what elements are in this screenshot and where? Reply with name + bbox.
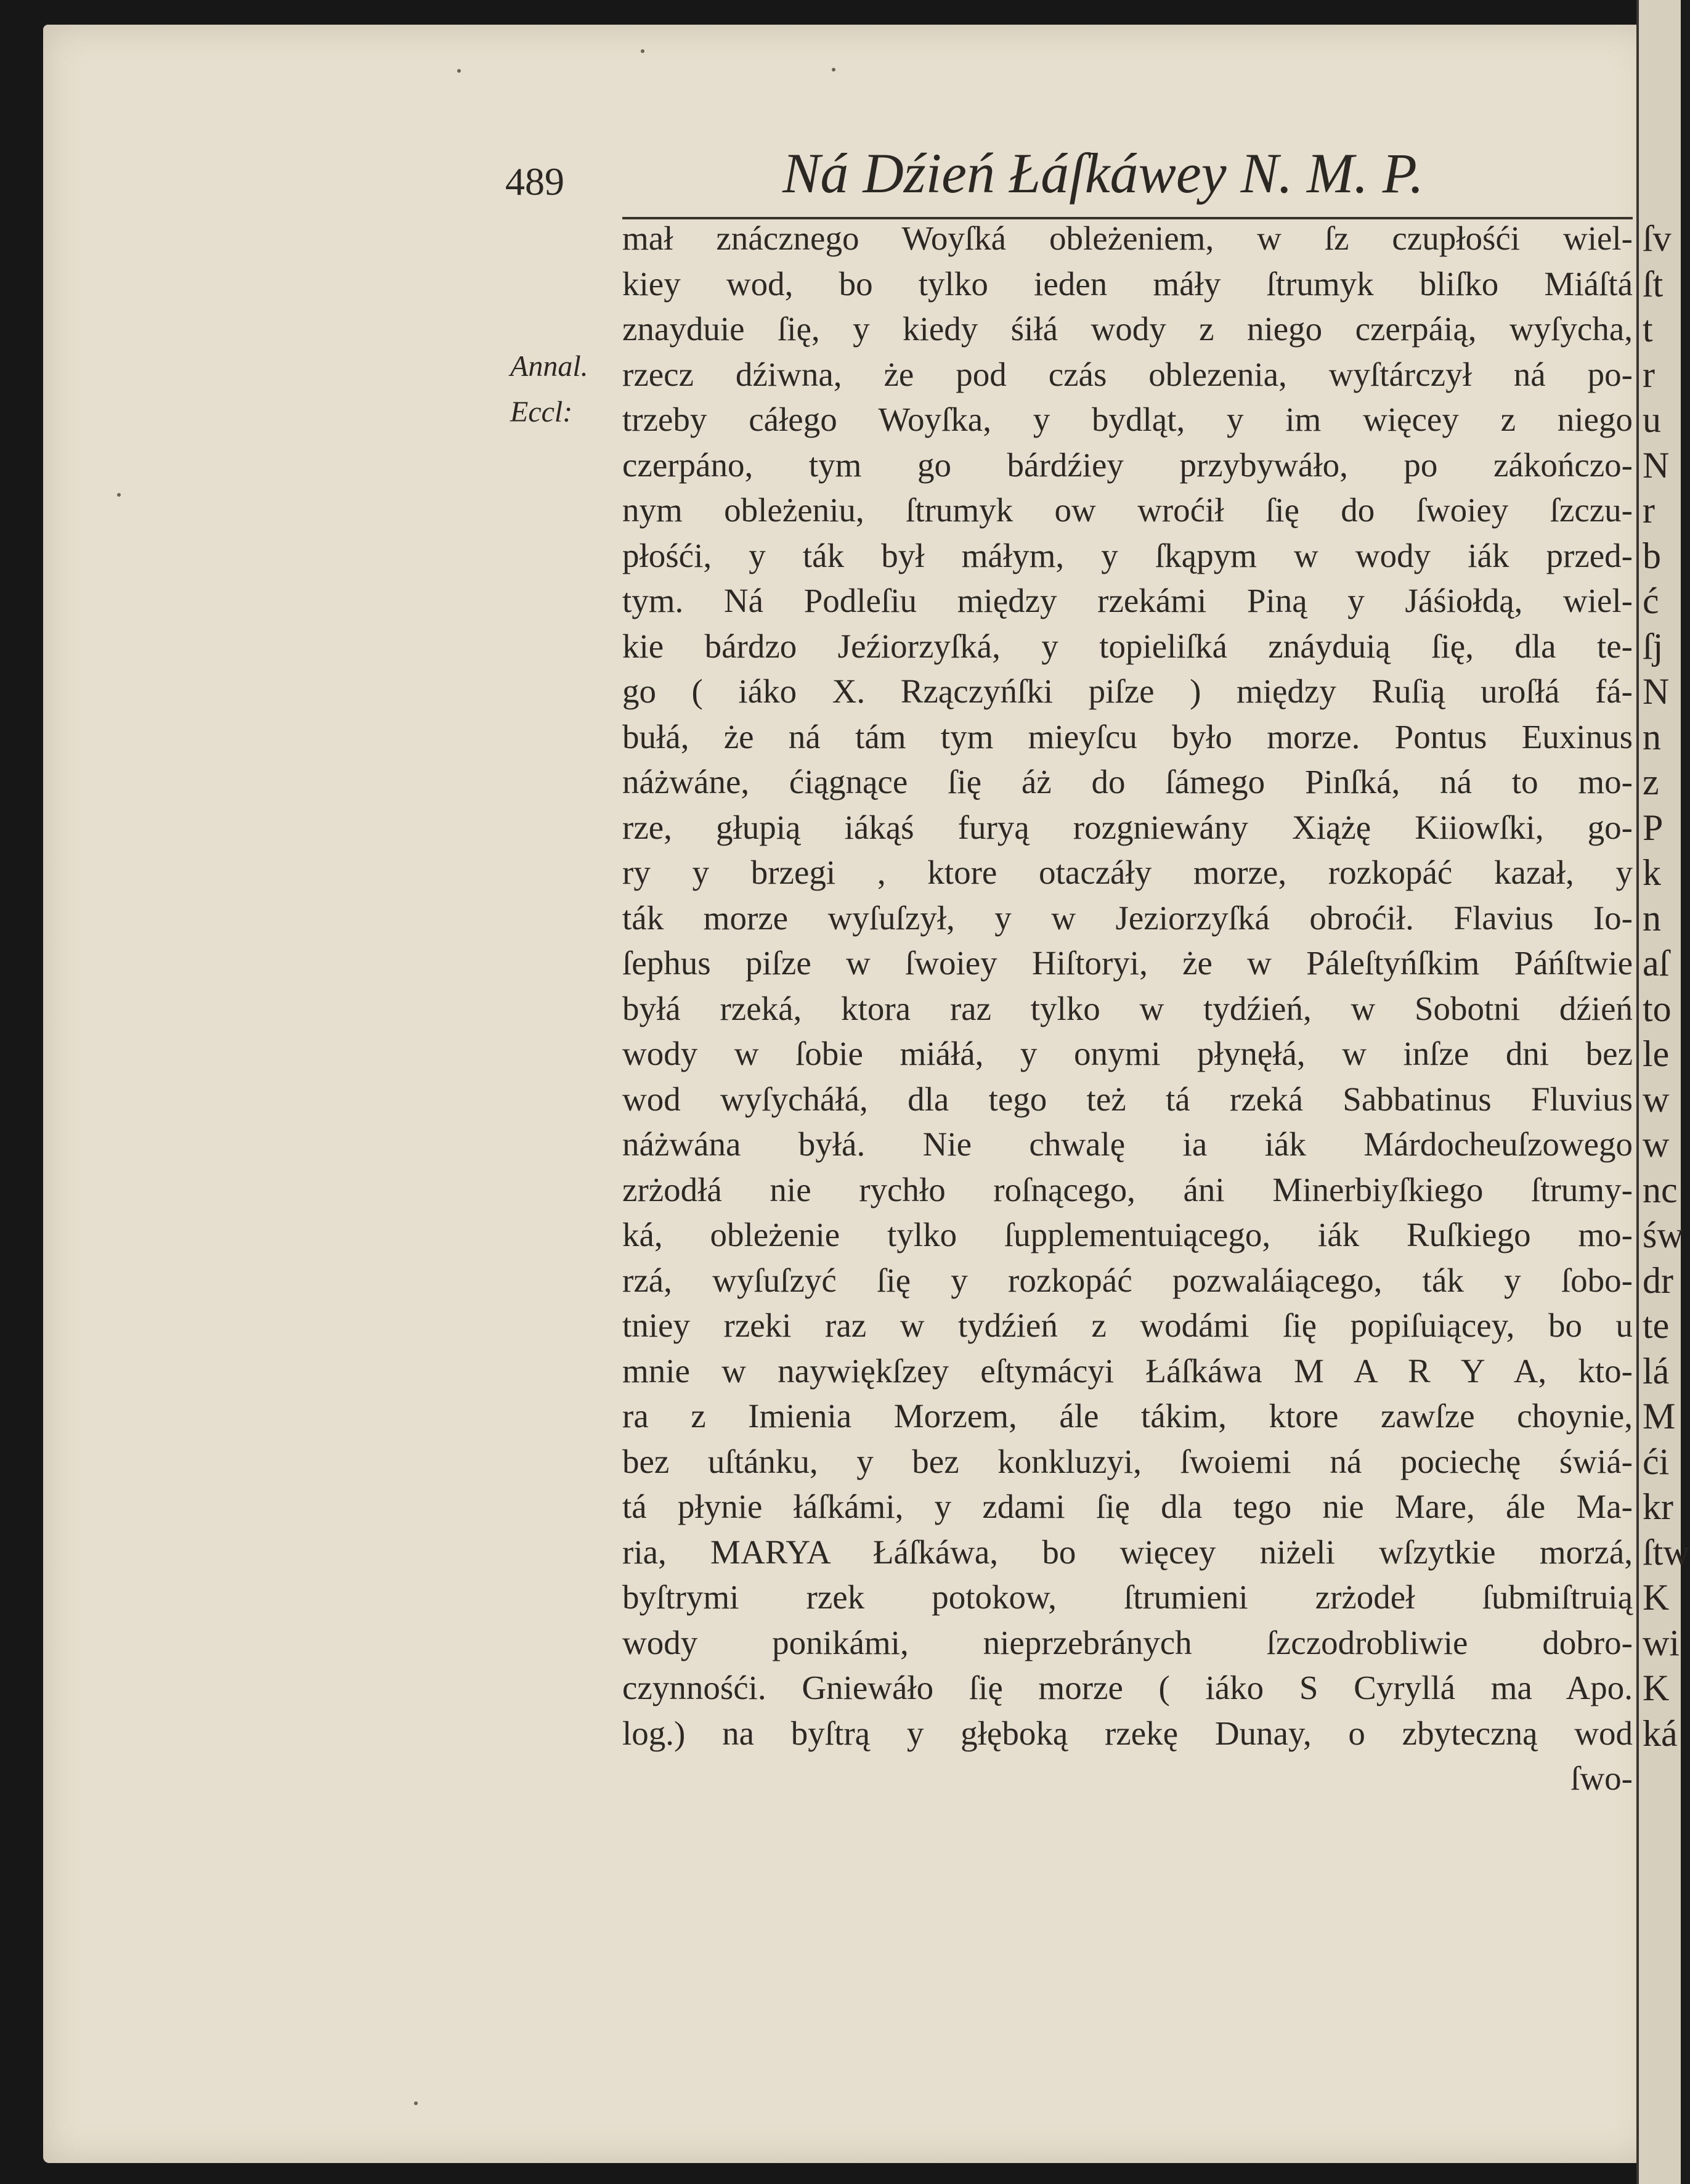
facing-page-fragment: K xyxy=(1643,1577,1670,1618)
facing-page-fragment: t xyxy=(1643,309,1653,349)
facing-page-fragment: nc xyxy=(1643,1169,1678,1210)
facing-page-fragment: n xyxy=(1643,716,1661,757)
facing-page-fragment: wi xyxy=(1643,1622,1680,1663)
facing-page-fragment: r xyxy=(1643,354,1655,395)
facing-page-fragment: K xyxy=(1643,1668,1670,1708)
text-line: náżwáne, ćiągnące ſię áż do ſámego Pinſká, ná to mo- xyxy=(622,763,1633,801)
facing-page-fragment: w xyxy=(1643,1124,1670,1165)
text-line: ra z Imienia Morzem, ále tákim, ktore zawſze choynie, xyxy=(622,1397,1633,1435)
facing-page-edge xyxy=(1636,0,1690,2184)
marginal-note xyxy=(510,344,615,435)
text-line: ſwo- xyxy=(1570,1759,1633,1797)
facing-page-fragment: N xyxy=(1643,444,1670,486)
marginal-note-line: Eccl: xyxy=(510,396,573,428)
facing-page-fragment: ſt xyxy=(1643,263,1664,304)
page-number: 489 xyxy=(505,160,564,203)
marginal-note-line: Annal. xyxy=(510,350,588,383)
text-line: rzecz dźiwna, że pod czás oblezenia, wyſtárczył ná po- xyxy=(622,355,1633,393)
text-line: bułá, że ná tám tym mieyſcu było morze. Pontus Euxinus xyxy=(622,717,1633,756)
text-line: płośći, y ták był máłym, y ſkąpym w wody iák przed- xyxy=(622,536,1633,574)
text-line: rze, głupią iákąś furyą rozgniewány Xiążę Kiiowſki, go- xyxy=(622,808,1633,846)
text-line: go ( iáko X. Rzączyńſki piſze ) między Ruſią uroſłá fá- xyxy=(622,672,1633,710)
facing-page-fragment: ć xyxy=(1643,581,1659,621)
text-line: wody ponikámi, nieprzebránych ſzczodrobliwie dobro- xyxy=(622,1623,1633,1661)
facing-page-fragment: z xyxy=(1643,762,1659,802)
facing-page-fragment: aſ xyxy=(1643,943,1670,984)
text-line: rzá, wyſuſzyć ſię y rozkopáć pozwaláiącego, ták y ſobo- xyxy=(622,1261,1633,1299)
facing-page-fragment: kr xyxy=(1643,1486,1673,1527)
facing-page-fragment: św xyxy=(1643,1215,1684,1255)
text-line: czerpáno, tym go bárdźiey przybywáło, po zákończo- xyxy=(622,446,1633,484)
text-line: byłá rzeká, ktora raz tylko w tydźień, w Sobotni dźień xyxy=(622,989,1633,1027)
paper-speck xyxy=(457,69,461,73)
facing-page-fragment: to xyxy=(1643,988,1672,1029)
text-line: kiey wod, bo tylko ieden máły ſtrumyk bliſko Miáſtá xyxy=(622,264,1633,303)
facing-page-fragment: ká xyxy=(1643,1713,1678,1754)
text-line: tniey rzeki raz w tydźień z wodámi ſię popiſuiącey, bo u xyxy=(622,1306,1633,1344)
facing-page-fragment: u xyxy=(1643,399,1661,440)
text-line: bez uſtánku, y bez konkluzyi, ſwoiemi ná pociechę świá- xyxy=(622,1442,1633,1480)
text-line: ry y brzegi , ktore otaczáły morze, rozkopáć kazał, y xyxy=(622,854,1633,891)
text-line: kie bárdzo Jeźiorzyſká, y topieliſká znáyduią ſię, dla te- xyxy=(622,627,1633,665)
text-line: nym obleżeniu, ſtrumyk ow wroćił ſię do ſwoiey ſzczu- xyxy=(622,491,1633,529)
text-line: wody w ſobie miáłá, y onymi płynęłá, w inſze dni bez xyxy=(622,1035,1633,1072)
body-text xyxy=(622,216,1633,1801)
text-line: mnie w naywiękſzey eſtymácyi Łáſkáwa M A R Y A, kto- xyxy=(622,1351,1633,1390)
text-line: czynnośći. Gniewáło ſię morze ( iáko S Cyryllá ma Apo. xyxy=(622,1669,1633,1706)
facing-page-fragment: P xyxy=(1643,807,1664,848)
text-line: ria, MARYA Łáſkáwa, bo więcey niżeli wſzytkie morzá, xyxy=(622,1533,1633,1571)
facing-page-fragment: n xyxy=(1643,897,1661,939)
facing-page-fragment: le xyxy=(1643,1033,1670,1074)
facing-page-fragment: ſv xyxy=(1643,218,1672,259)
text-line: log.) na byſtrą y głęboką rzekę Dunay, o zbyteczną wod xyxy=(622,1714,1633,1752)
facing-page-fragment: k xyxy=(1643,852,1661,893)
facing-page-fragment: b xyxy=(1643,535,1661,576)
running-title: Ná Dźień Łáſkáwey N. M. P. xyxy=(782,142,1424,205)
text-line: tym. Ná Podleſiu między rzekámi Piną y Jáśiołdą, wiel- xyxy=(622,582,1633,619)
text-line: ſephus piſze w ſwoiey Hiſtoryi, że w Páleſtyńſkim Páńſtwie xyxy=(622,944,1633,982)
text-line: mał znácznego Woyſká obleżeniem, w ſz czupłośći wiel- xyxy=(622,219,1633,257)
facing-page-fragment: ći xyxy=(1643,1441,1670,1482)
text-line: wod wyſycháłá, dla tego też tá rzeká Sabbatinus Fluvius xyxy=(622,1080,1633,1118)
facing-page-fragment: ſtw xyxy=(1643,1531,1690,1573)
facing-page-fragment: r xyxy=(1643,490,1655,531)
facing-page-fragment: ſj xyxy=(1643,625,1664,667)
paper-speck xyxy=(641,49,644,53)
paper-speck xyxy=(117,493,121,497)
text-line: trzeby cáłego Woyſka, y bydląt, y im więcey z niego xyxy=(622,401,1633,438)
text-line: znayduie ſię, y kiedy śiłá wody z niego czerpáią, wyſycha, xyxy=(622,310,1633,348)
facing-page-fragment: lá xyxy=(1643,1350,1670,1391)
facing-page-fragment: dr xyxy=(1643,1260,1673,1301)
text-line: ká, obleżenie tylko ſupplementuiącego, iák Ruſkiego mo- xyxy=(622,1216,1633,1253)
text-line: zrżodłá nie rychło roſnącego, áni Minerbiyſkiego ſtrumy- xyxy=(622,1170,1633,1208)
text-line: tá płynie łáſkámi, y zdami ſię dla tego nie Mare, ále Ma- xyxy=(622,1488,1633,1525)
facing-page-fragment: w xyxy=(1643,1078,1670,1120)
text-line: náżwána byłá. Nie chwalę ia iák Márdocheuſzowego xyxy=(622,1125,1633,1163)
paper-speck xyxy=(832,68,835,71)
text-line: byſtrymi rzek potokow, ſtrumieni zrżodeł ſubmiſtruią xyxy=(622,1578,1633,1616)
facing-page-fragment: te xyxy=(1643,1305,1670,1346)
facing-page-fragment: N xyxy=(1643,671,1670,712)
paper-speck xyxy=(414,2101,418,2105)
facing-page-fragment: M xyxy=(1643,1396,1676,1436)
text-line: ták morze wyſuſzył, y w Jeziorzyſká obroćił. Flavius Io- xyxy=(622,898,1633,937)
